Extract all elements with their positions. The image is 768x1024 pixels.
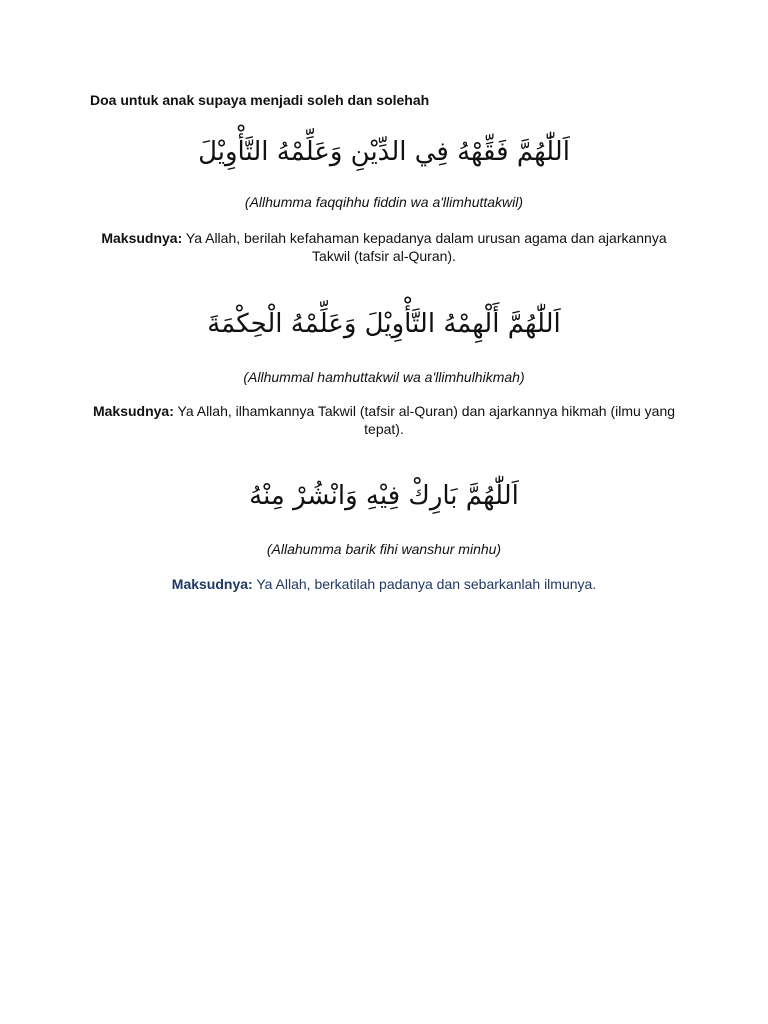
prayer-3-meaning [84, 575, 684, 593]
prayer-2-meaning [84, 402, 684, 438]
prayer-3-meaning-label: Maksudnya: [171, 576, 253, 592]
prayer-1-meaning-label: Maksudnya: [101, 230, 183, 246]
prayer-1-meaning-text: Ya Allah, berilah kefahaman kepadanya dalam urusan agama dan ajarkannya Takwil (tafsir al-Quran). [182, 230, 667, 264]
prayer-3-meaning-text: Ya Allah, berkatilah padanya dan sebarkanlah ilmunya. [252, 576, 597, 592]
prayer-1-arabic-text: اَللّٰهُمَّ فَقِّهْهُ فِي الدِّيْنِ وَعَلِّمْهُ التَّأْوِيْلَ [198, 137, 570, 167]
prayer-3-transliteration: (Allahumma barik fihi wanshur minhu) [266, 541, 502, 557]
prayer-1-meaning [84, 229, 684, 265]
prayer-3-arabic-text: اَللّٰهُمَّ بَارِكْ فِيْهِ وَانْشُرْ مِنْهُ [249, 481, 519, 511]
prayer-2-meaning-text: Ya Allah, ilhamkannya Takwil (tafsir al-Quran) dan ajarkannya hikmah (ilmu yang tepat). [173, 403, 676, 437]
document-title: Doa untuk anak supaya menjadi soleh dan solehah [90, 92, 430, 108]
prayer-2-arabic-text: اَللّٰهُمَّ أَلْهِمْهُ التَّأْوِيْلَ وَعَلِّمْهُ الْحِكْمَةَ [207, 309, 561, 339]
prayer-2-meaning-label: Maksudnya: [92, 403, 174, 419]
prayer-1-transliteration: (Allhumma faqqihhu fiddin wa a'llimhuttakwil) [244, 194, 524, 210]
prayer-2-transliteration: (Allhummal hamhuttakwil wa a'llimhulhikmah) [243, 369, 525, 385]
